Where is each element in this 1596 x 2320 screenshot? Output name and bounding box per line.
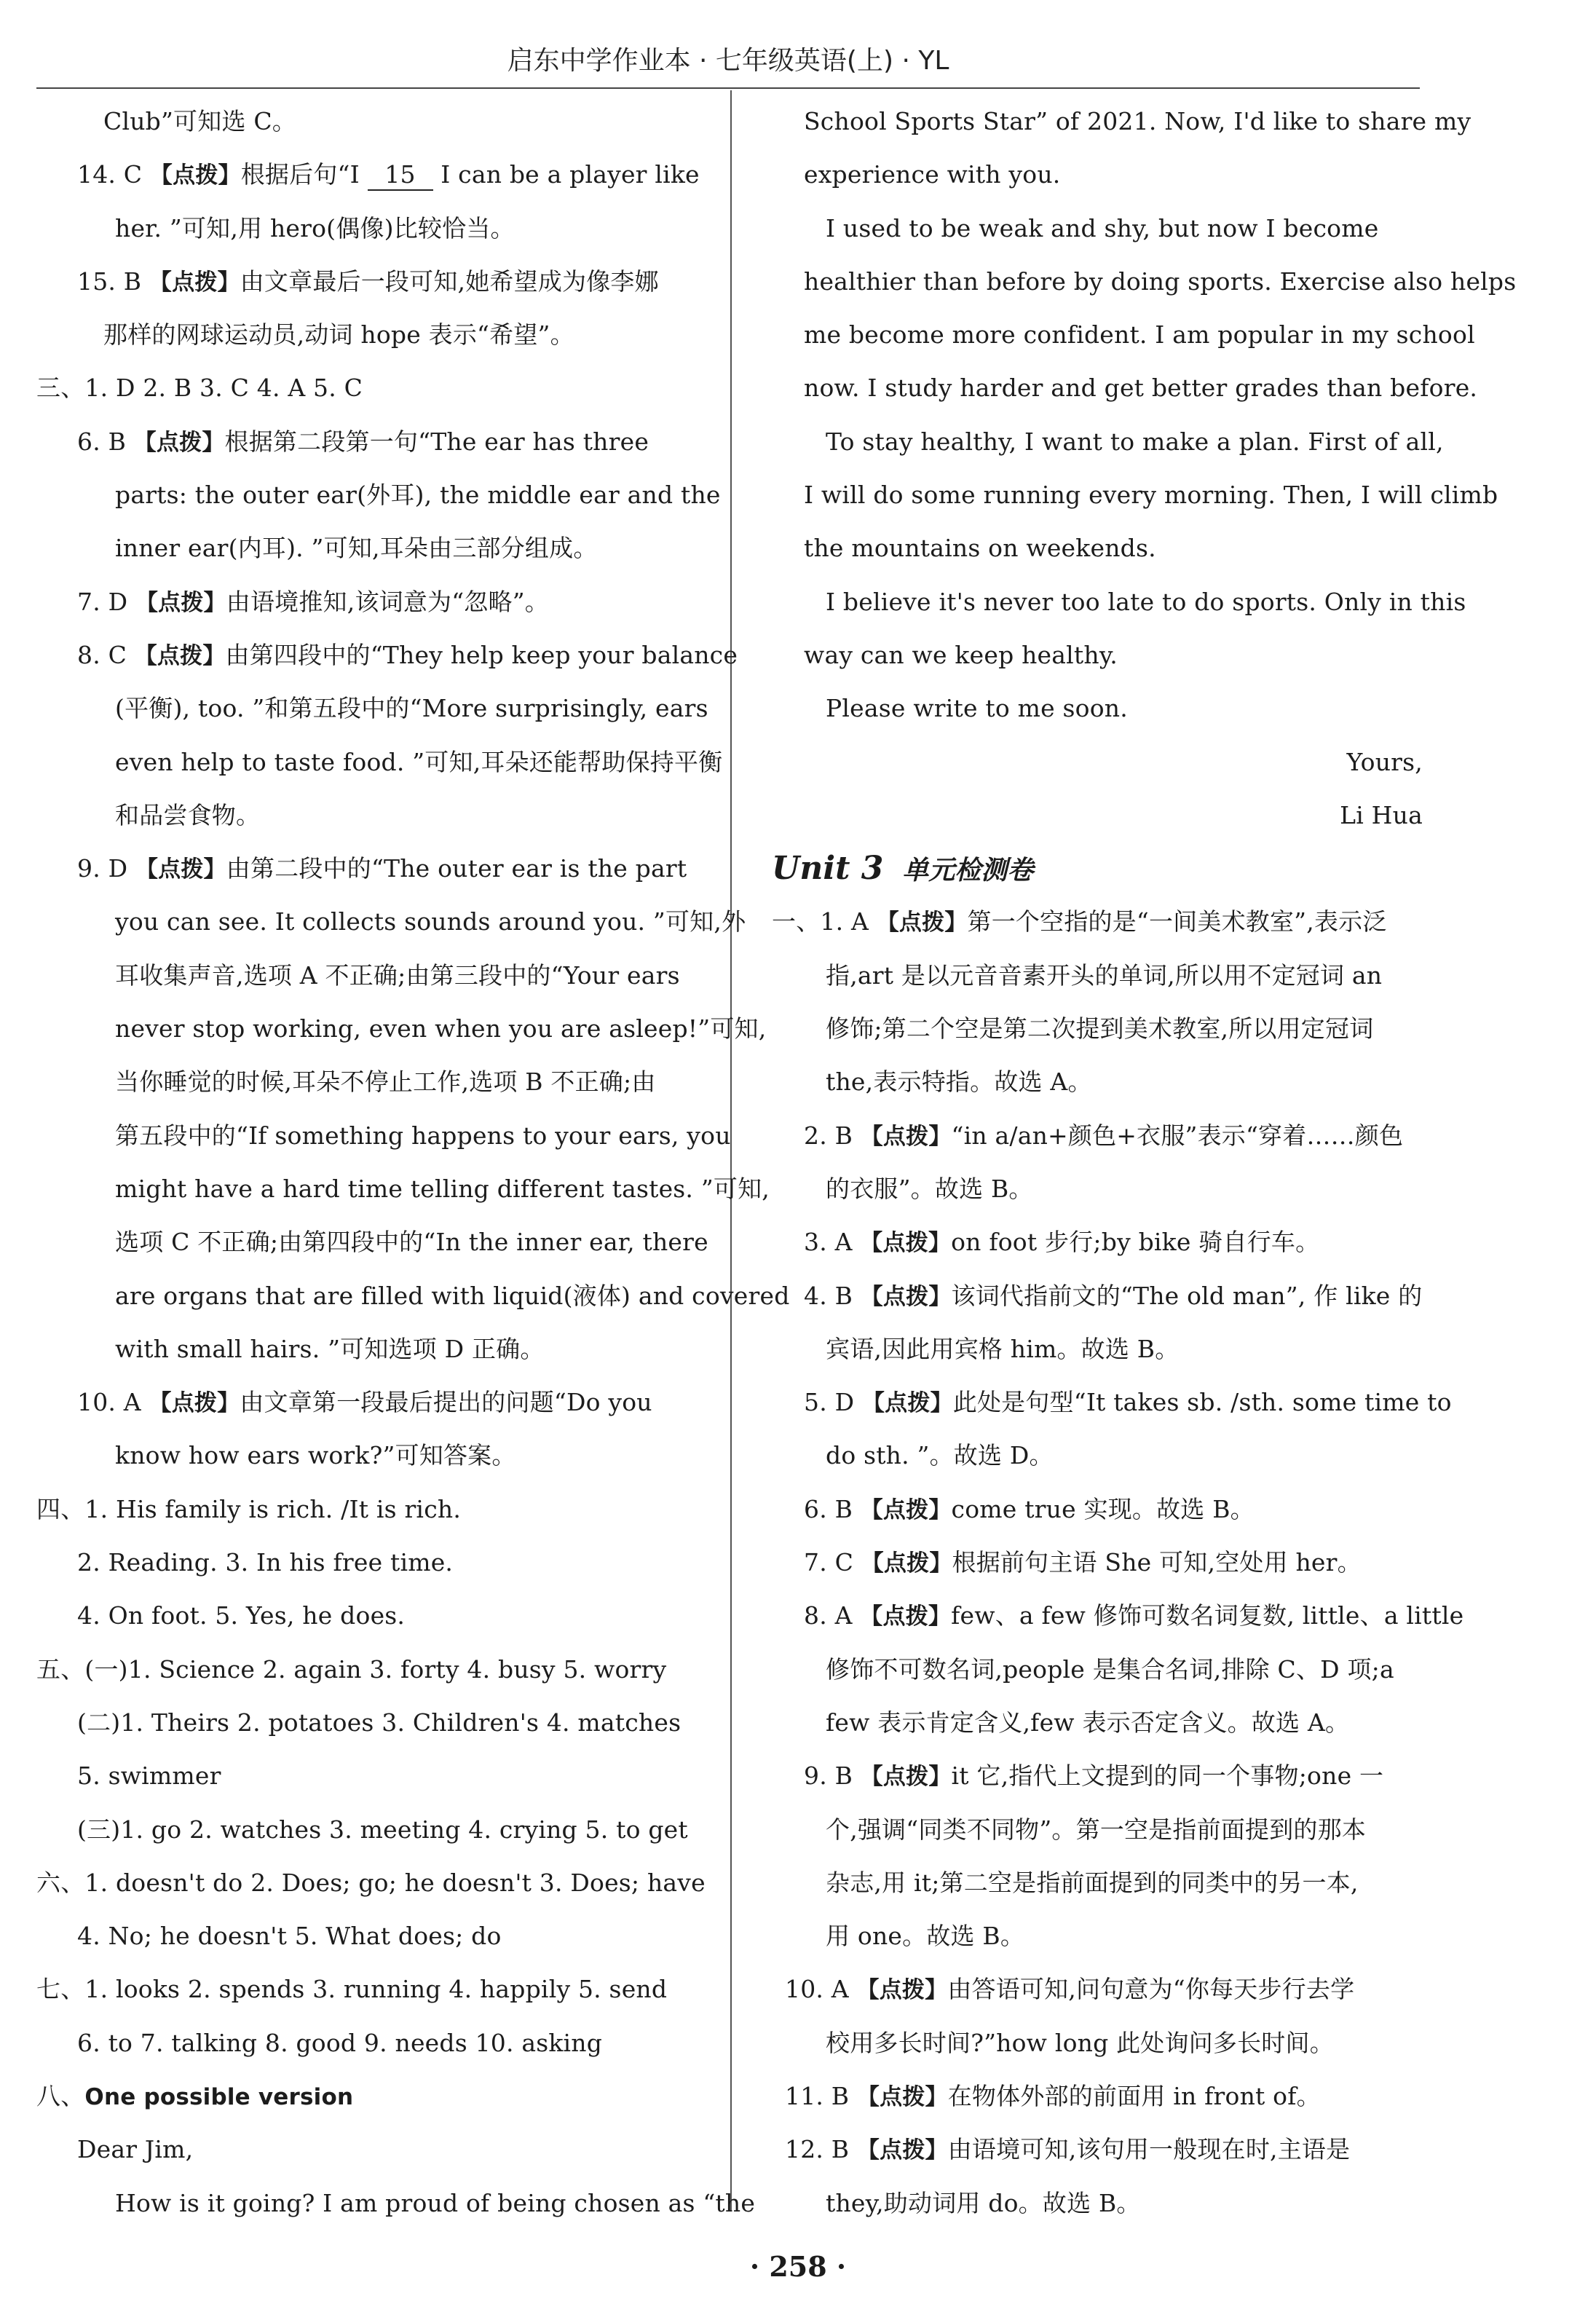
text-line [36, 1856, 706, 1909]
line-text: 耳收集声音,选项 A 不正确;由第三段中的“Your ears [115, 960, 680, 990]
line-text: (平衡), too. ”和第五段中的“More surprisingly, ears [115, 694, 708, 723]
line-text: few、a few 修饰可数名词复数, little、a little [951, 1601, 1464, 1630]
text-line [772, 415, 1444, 468]
item-number: 15. B [77, 267, 149, 296]
line-text: 六、1. doesn't do 2. Does; go; he doesn't 3. Does; have [36, 1868, 706, 1897]
text-line [772, 789, 1427, 842]
item-number: 8. C [77, 640, 135, 669]
hint-label: 【点拨】 [876, 910, 968, 936]
line-text: 校用多长时间?”how long 此处询问多长时间。 [826, 2028, 1334, 2057]
line-text: 七、1. looks 2. spends 3. running 4. happily 5. send [36, 1975, 668, 2004]
text-line [36, 735, 723, 789]
line-text: the,表示特指。故选 A。 [826, 1068, 1092, 1097]
text-line [36, 148, 699, 201]
text-line [36, 628, 738, 682]
page-header: 启东中学作业本 · 七年级英语(上) · YL [507, 46, 949, 76]
line-text: know how ears work?”可知答案。 [115, 1441, 516, 1470]
hint-label: 【点拨】 [856, 2083, 948, 2110]
text-line [36, 308, 699, 361]
text-line [36, 202, 699, 255]
text-line [36, 255, 699, 308]
text-line [772, 628, 1427, 682]
text-line [772, 148, 1427, 201]
text-line [36, 1376, 699, 1429]
text-line [36, 1803, 699, 1856]
hint-label: 【点拨】 [133, 429, 225, 456]
text-line [36, 1215, 708, 1268]
text-line [772, 1322, 1427, 1376]
line-text: (二)1. Theirs 2. potatoes 3. Children's 4. matches [77, 1708, 682, 1737]
hint-label: 【点拨】 [860, 1764, 952, 1791]
line-text: are organs that are filled with liquid(液体) and covered [115, 1281, 790, 1310]
line-text: the mountains on weekends. [804, 534, 1156, 563]
hint-label: 【点拨】 [135, 589, 226, 616]
line-text: 4. On foot. 5. Yes, he does. [77, 1601, 406, 1630]
text-line [36, 521, 699, 575]
item-number: 14. C [77, 160, 150, 189]
item-number: 10. A [77, 1388, 149, 1417]
line-text: inner ear(内耳). ”可知,耳朵由三部分组成。 [115, 534, 598, 563]
line-text: now. I study harder and get better grades than before. [804, 374, 1478, 403]
text-line [36, 1536, 699, 1589]
item-number: 11. B [785, 2081, 857, 2110]
line-text: 五、(一)1. Science 2. again 3. forty 4. busy 5. worry [36, 1654, 667, 1684]
item-number: 8. A [804, 1601, 861, 1630]
line-text: 选项 C 不正确;由第四段中的“In the inner ear, there [115, 1228, 708, 1257]
unit-heading [772, 842, 1427, 895]
text-line [36, 1002, 767, 1055]
text-line [772, 1376, 1452, 1429]
item-number: 9. B [804, 1761, 861, 1791]
text-line [36, 1322, 699, 1376]
text-line [36, 415, 699, 468]
line-text: even help to taste food. ”可知,耳朵还能帮助保持平衡 [115, 747, 723, 776]
hint-label: 【点拨】 [856, 1977, 948, 2004]
item-number: 八、 [36, 2081, 85, 2110]
text-line [772, 1429, 1427, 1482]
text-line [772, 2177, 1427, 2230]
text-line [772, 735, 1427, 789]
item-number: 一、1. A [772, 907, 877, 936]
line-text: might have a hard time telling different tastes. ”可知, [115, 1174, 770, 1203]
item-number: 6. B [804, 1494, 861, 1523]
line-text: 三、1. D 2. B 3. C 4. A 5. C [36, 374, 363, 403]
hint-label: 【点拨】 [149, 162, 241, 189]
line-text: come true 实现。故选 B。 [951, 1494, 1255, 1523]
line-text: (三)1. go 2. watches 3. meeting 4. crying 5. to get [77, 1815, 688, 1844]
item-number: 2. B [804, 1121, 861, 1150]
line-text: 由第四段中的“They help keep your balance [225, 640, 738, 669]
text-line [772, 202, 1427, 255]
text-line [36, 682, 708, 735]
text-line [36, 1909, 699, 1962]
text-line [36, 575, 699, 628]
line-text: 由文章第一段最后提出的问题“Do you [240, 1388, 652, 1417]
text-line [36, 789, 699, 842]
text-line [36, 949, 699, 1002]
text-line [36, 2123, 699, 2176]
text-line [772, 95, 1471, 148]
hint-label: 【点拨】 [860, 1283, 952, 1310]
line-text: Yours, [1346, 747, 1423, 776]
text-line [772, 575, 1466, 628]
text-line [36, 2016, 699, 2070]
line-text: 的衣服”。故选 B。 [826, 1174, 1033, 1203]
line-text: 4. No; he doesn't 5. What does; do [77, 1922, 502, 1951]
item-number: 9. D [77, 854, 135, 883]
line-text: Li Hua [1340, 800, 1423, 829]
line-text: 修饰不可数名词,people 是集合名词,排除 C、D 项;a [826, 1654, 1394, 1684]
text-line [36, 1055, 699, 1108]
text-line [36, 1962, 699, 2016]
line-text: 由第二段中的“The outer ear is the part [226, 854, 687, 883]
section-note: One possible version [84, 2083, 354, 2110]
text-line [36, 1162, 770, 1215]
text-line [36, 2177, 756, 2230]
line-text: 修饰;第二个空是第二次提到美术教室,所以用定冠词 [826, 1014, 1374, 1043]
hint-label: 【点拨】 [860, 1496, 952, 1523]
text-line [36, 1749, 699, 1802]
unit-title: Unit 3 [772, 850, 884, 888]
line-text: you can see. It collects sounds around you. ”可知,外 [115, 907, 746, 936]
line-text: Dear Jim, [77, 2135, 194, 2164]
left-column [36, 95, 790, 2230]
line-text: “in a/an+颜色+衣服”表示“穿着……颜色 [951, 1121, 1404, 1150]
line-text: 根据前句主语 She 可知,空处用 her。 [952, 1548, 1362, 1577]
line-text: 根据后句“I [240, 160, 368, 189]
text-line [36, 1483, 699, 1536]
text-line [36, 895, 746, 948]
line-text: parts: the outer ear(外耳), the middle ear and the [115, 481, 721, 510]
unit-subtitle: 单元检测卷 [902, 856, 1034, 886]
text-line [772, 1856, 1427, 1909]
right-column [772, 95, 1517, 2230]
line-text: 当你睡觉的时候,耳朵不停止工作,选项 B 不正确;由 [115, 1068, 656, 1097]
text-line [772, 1269, 1427, 1322]
hint-label: 【点拨】 [856, 2137, 948, 2164]
text-line [772, 2123, 1427, 2176]
line-text: 第五段中的“If something happens to your ears, you [115, 1121, 731, 1150]
line-text: 个,强调“同类不同物”。第一空是指前面提到的那本 [826, 1815, 1367, 1844]
line-text: do sth. ”。故选 D。 [826, 1441, 1054, 1470]
text-line [772, 1696, 1427, 1749]
hint-label: 【点拨】 [149, 269, 240, 296]
text-line [772, 1162, 1427, 1215]
line-text: few 表示肯定含义,few 表示否定含义。故选 A。 [826, 1708, 1350, 1737]
line-text: never stop working, even when you are asleep!”可知, [115, 1014, 767, 1043]
line-text: I used to be weak and shy, but now I become [826, 213, 1379, 242]
item-number: 6. B [77, 427, 134, 456]
fill-blank: 15 [368, 160, 433, 191]
text-line [772, 1749, 1427, 1802]
line-text: Please write to me soon. [826, 694, 1128, 723]
line-text: I will do some running every morning. Then, I will climb [804, 481, 1498, 510]
header-divider [36, 87, 1420, 89]
text-line [772, 1962, 1427, 2016]
hint-label: 【点拨】 [860, 1123, 952, 1150]
line-text: 5. swimmer [77, 1761, 221, 1791]
text-line [772, 1109, 1427, 1162]
text-line [772, 1589, 1464, 1642]
line-text: 2. Reading. 3. In his free time. [77, 1548, 454, 1577]
line-text: 由语境可知,该句用一般现在时,主语是 [947, 2135, 1351, 2164]
line-text: To stay healthy, I want to make a plan. First of all, [826, 427, 1444, 456]
text-line [36, 361, 699, 414]
line-text: 6. to 7. talking 8. good 9. needs 10. asking [77, 2028, 603, 2057]
line-text: 在物体外部的前面用 in front of。 [947, 2081, 1321, 2110]
page-number: · 258 · [749, 2250, 847, 2283]
line-text: me become more confident. I am popular in my school [804, 320, 1475, 350]
text-line [772, 895, 1427, 948]
line-text: 此处是句型“It takes sb. /sth. some time to [952, 1388, 1452, 1417]
hint-label: 【点拨】 [861, 1550, 952, 1577]
line-text: 由答语可知,问句意为“你每天步行去学 [947, 1975, 1355, 2004]
item-number: 7. D [77, 587, 135, 616]
text-line [36, 2070, 699, 2123]
text-line [36, 468, 721, 521]
text-line [36, 1696, 699, 1749]
line-text: it 它,指代上文提到的同一个事物;one 一 [951, 1761, 1384, 1791]
item-number: 7. C [804, 1548, 861, 1577]
line-text: healthier than before by doing sports. Exercise also helps [804, 267, 1517, 296]
text-line [36, 1589, 699, 1642]
item-number: 12. B [785, 2135, 857, 2164]
text-line [772, 1002, 1427, 1055]
text-line [36, 1269, 790, 1322]
text-line [772, 521, 1427, 575]
text-line [772, 949, 1427, 1002]
line-text: on foot 步行;by bike 骑自行车。 [951, 1228, 1320, 1257]
text-line [36, 1109, 731, 1162]
hint-label: 【点拨】 [149, 1390, 240, 1417]
hint-label: 【点拨】 [134, 642, 226, 669]
item-number: 3. A [804, 1228, 861, 1257]
item-number: 5. D [804, 1388, 862, 1417]
text-line [36, 95, 699, 148]
text-line [36, 1643, 699, 1696]
line-text: 杂志,用 it;第二空是指前面提到的同类中的另一本, [826, 1868, 1359, 1897]
line-text: 宾语,因此用宾格 him。故选 B。 [826, 1334, 1180, 1363]
text-line [772, 2070, 1427, 2123]
text-line [772, 2016, 1427, 2070]
hint-label: 【点拨】 [860, 1230, 952, 1257]
text-line [772, 1536, 1427, 1589]
text-line [772, 1483, 1427, 1536]
text-line [772, 1909, 1427, 1962]
text-line [772, 255, 1517, 308]
line-text: with small hairs. ”可知选项 D 正确。 [115, 1334, 545, 1363]
text-line [36, 1429, 699, 1482]
line-text: 和品尝食物。 [115, 800, 261, 829]
item-number: 4. B [804, 1281, 861, 1310]
text-line [772, 1803, 1427, 1856]
line-text: 用 one。故选 B。 [826, 1922, 1025, 1951]
line-text: How is it going? I am proud of being chosen as “the [115, 2188, 756, 2217]
line-text: way can we keep healthy. [804, 640, 1118, 669]
hint-label: 【点拨】 [135, 856, 226, 883]
line-text: 那样的网球运动员,动词 hope 表示“希望”。 [103, 320, 574, 350]
line-text: 由语境推知,该词意为“忽略”。 [226, 587, 549, 616]
text-line [772, 1055, 1427, 1108]
text-line [772, 682, 1427, 735]
hint-label: 【点拨】 [860, 1603, 952, 1630]
line-text: 第一个空指的是“一间美术教室”,表示泛 [967, 907, 1387, 936]
line-text: 该词代指前文的“The old man”, 作 like 的 [951, 1281, 1423, 1310]
item-number: 10. A [785, 1975, 857, 2004]
text-line [772, 308, 1475, 361]
text-line [772, 1215, 1427, 1268]
hint-label: 【点拨】 [861, 1390, 953, 1417]
line-text: they,助动词用 do。故选 B。 [826, 2188, 1141, 2217]
text-line [772, 361, 1478, 414]
text-line [772, 468, 1498, 521]
line-text: 指,art 是以元音音素开头的单词,所以用不定冠词 an [826, 960, 1383, 990]
text-line [772, 1643, 1427, 1696]
line-text: 由文章最后一段可知,她希望成为像李娜 [240, 267, 659, 296]
text-line [36, 842, 699, 895]
line-text: experience with you. [804, 160, 1061, 189]
line-text: 四、1. His family is rich. /It is rich. [36, 1494, 462, 1523]
line-text: School Sports Star” of 2021. Now, I'd like to share my [804, 107, 1471, 135]
line-text: I believe it's never too late to do sports. Only in this [826, 587, 1466, 616]
line-text: 根据第二段第一句“The ear has three [224, 427, 649, 456]
line-text: Club”可知选 C。 [103, 107, 296, 135]
line-text: I can be a player like [432, 160, 700, 189]
line-text: her. ”可知,用 hero(偶像)比较恰当。 [115, 213, 515, 242]
